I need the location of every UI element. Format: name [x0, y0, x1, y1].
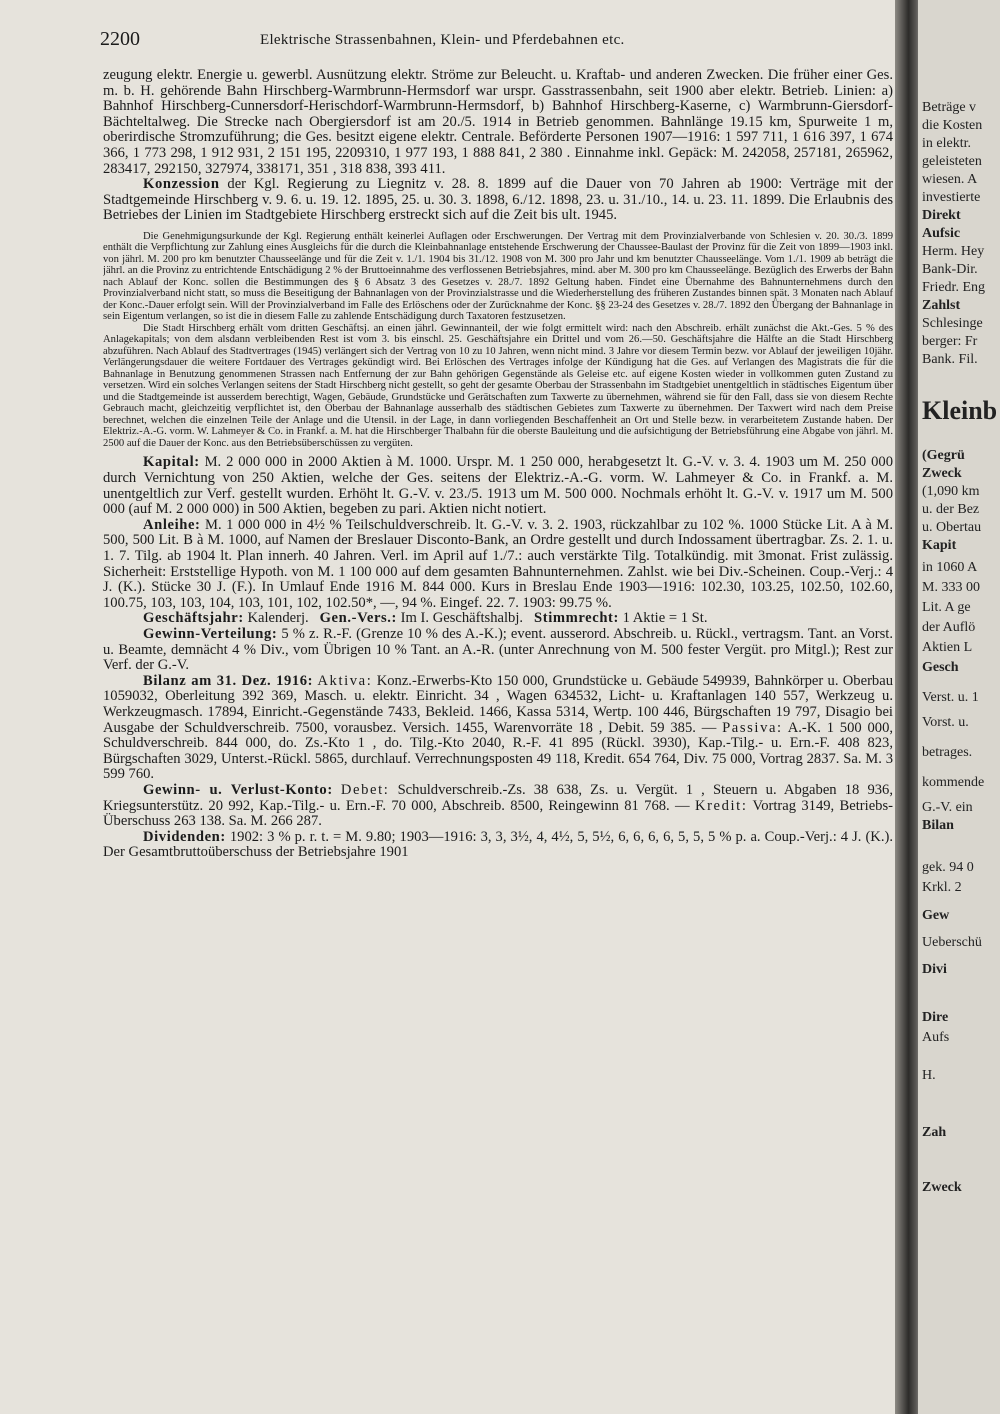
- fragment-text: Kapit: [922, 538, 957, 553]
- fragment-text: in 1060 A: [922, 560, 978, 575]
- fragment-text: Zah: [922, 1125, 947, 1140]
- intro-paragraph: zeugung elektr. Energie u. gewerbl. Ausnützung elektr. Ströme zur Beleucht. u. Kraftab- und anderen Zwecken. Die früher einer Ges. m. b. H. gehörende Bahn Hirschberg-Warmbrunn-Hermsdorf war urspr. Gasstrassenbahn, seit 1900 aber elektr. Betrieb. Linien: a) Bahnhof Hirschberg-Cunnersdorf-Herischdorf-Warmbrunn-Hermsdorf, b) Bahnhof Hirschberg-Kaserne, c) Warmbrunn-Giersdorf-Bächteltalweg. Die Strecke nach Obergiersdorf ist am 20./5. 1914 in Betrieb genommen. Bahnlänge 19.15 km, Spurweite 1 m, oberirdische Stromzuführung; die Ges. besitzt eigene elektr. Centrale. Beförderte Personen 1907—1916: 1 597 711, 1 616 397, 1 674 366, 1 773 298, 1 912 931, 2 151 195, 2209310, 1 977 193, 1 888 841, 2 380 . Einnahme inkl. Gepäck: M. 242058, 257181, 265962, 283417, 292150, 327974, 338171, 351 , 318 838, 393 411.: [103, 68, 893, 177]
- fragment-text: Krkl. 2: [922, 880, 962, 895]
- gewinn-verlust-label: Gewinn- u. Verlust-Konto:: [143, 781, 333, 798]
- passiva-label: Passiva:: [722, 719, 783, 736]
- kapital-paragraph: [103, 455, 893, 517]
- fragment-text: Lit. A ge: [922, 600, 971, 615]
- fragment-text: H.: [922, 1068, 936, 1083]
- fragment-text: Dire: [922, 1010, 949, 1025]
- fragment-heading: Kleinb: [922, 396, 998, 425]
- fragment-text: investierte: [922, 190, 981, 205]
- kredit-text: Vortrag 3149, Betriebs-Überschuss 263 138. Sa. M. 266 287.: [103, 797, 893, 830]
- fragment-text: berger: Fr: [922, 334, 978, 349]
- fragment-text: Bank-Dir.: [922, 262, 978, 277]
- fragment-text: kommende: [922, 775, 985, 790]
- fragment-text: M. 333 00: [922, 580, 980, 595]
- fragment-text: Aufsic: [922, 226, 961, 241]
- aktiva-label: Aktiva:: [317, 672, 373, 689]
- bilanz-paragraph: Bilanz am 31. Dez. 1916: Aktiva: Konz.-Erwerbs-Kto 150 000, Grundstücke u. Gebäude 549939, Bahnkörper u. Oberbau 1059032, Oberleitung 392 369, Masch. u. elektr. Einricht. 34 , Wagen 634532, Licht- u. Kraftanlagen 140 557, Werkzeug u. Werkzeugmasch. 17894, Einricht.-Gegenstände 7433, Bekleid. 1466, Kassa 5314, Wertp. 100 446, Bürgschaften 19 797, Disagio bei Ausgabe der Schuldverschreib. 7500, vorausbez. Versich. 1455, Warenvorräte 18 , Debit. 59 385. — Passiva: A.-K. 1 500 000, Schuldverschreib. 844 000, do. Zs.-Kto 1 , do. Tilg.-Kto 2040, R.-F. 41 895 (Rückl. 3930), Kap.-Tilg.- u. Ern.-F. 408 823, Bürgschaften 3029, Unterst.-Rückl. 5865, durchlauf. Verrechnungsposten 49 118, Kredit. 654 764, Div. 75 000, Vortrag 2837. Sa. M. 3 599 760.: [103, 672, 893, 783]
- geschaeftsjahr-text: Kalenderj.: [247, 610, 309, 627]
- konzession-label: Konzession: [143, 176, 220, 193]
- dividenden-paragraph: [103, 830, 893, 861]
- kapital-text: M. 2 000 000 in 2000 Aktien à M. 1000. Urspr. M. 1 250 000, herabgesetzt lt. G.-V. v. 3. 4. 1903 um M. 250 000 durch Vernichtung von 250 Aktien, welche der Ges. seitens der Elektriz.-A.-G. vorm. W. Lahmeyer & Co. in Frankf. a. M. unentgeltlich zur Verf. gestellt wurden. Erhöht lt. G.-V. v. 23./5. 1913 um M. 500 000. Nochmals erhöht lt. G.-V. v. 1917 um M. 500 000 (auf M. 2 000 000) in 500 Aktien, begeben zu pari. Aktien nicht notiert.: [103, 454, 893, 518]
- passiva-text: A.-K. 1 500 000, Schuldverschreib. 844 000, do. Zs.-Kto 1 , do. Tilg.-Kto 2040, R.-F. 41 895 (Rückl. 3930), Kap.-Tilg.- u. Ern.-F. 408 823, Bürgschaften 3029, Unterst.-Rückl. 5865, durchlauf. Verrechnungsposten 49 118, Kredit. 654 764, Div. 75 000, Vortrag 2837. Sa. M. 3 599 760.: [103, 719, 893, 783]
- fragment-text: G.-V. ein: [922, 800, 973, 815]
- page-content: [103, 68, 893, 861]
- anleihe-label: Anleihe:: [143, 516, 201, 533]
- fragment-text: Vorst. u.: [922, 715, 969, 730]
- stimmrecht-label: Stimmrecht:: [534, 610, 619, 627]
- konzession-text: der Kgl. Regierung zu Liegnitz v. 28. 8. 1899 auf die Dauer von 70 Jahren ab 1900: Verträge mit der Stadtgemeinde Hirschberg v. 9. 6. u. 19. 12. 1895, 25. u. 30. 3. 1898, 6./12. 1898, 23. u. 31./10., 14. u. 23. 11. 1899. Die Erlaubnis des Betriebes der Linien im Stadtgebiete Hirschberg erstreckt sich auf die Zeit bis ult. 1945.: [103, 176, 893, 224]
- fragment-text: die Kosten: [922, 118, 983, 133]
- fragment-text: Verst. u. 1: [922, 690, 979, 705]
- fragment-text: Zahlst: [922, 298, 961, 313]
- anleihe-text: M. 1 000 000 in 4½ % Teilschuldverschreib. lt. G.-V. v. 3. 2. 1903, rückzahlbar zu 102 %. 1000 Stücke Lit. A à M. 500, 500 Lit. B à M. 1000, auf Namen der Breslauer Disconto-Bank, an Ordre gestellt und durch Indossament übertragbar. Zs. 2. 1. u. 1. 7. Tilg. ab 1904 lt. Plan innerh. 40 Jahren. Verl. im April auf 1./7.: auch verstärkte Tilg. Totalkündig. mit 3monat. Frist zulässig. Sicherheit: Erststellige Hypoth. von M. 1 100 000 auf dem gesamten Bahnunternehmen. Zahlst. wie bei Div.-Scheinen. Coup.-Verj.: 4 J. (K.). Stücke 30 J. (F.). In Umlauf Ende 1916 M. 844 000. Kurs in Breslau Ende 1903—1916: 102.30, 103.25, 102.50, 102.60, 100.75, 103, 103, 104, 103, 101, 102, 102.50*, —, 94 %. Eingef. 22. 7. 1903: 99.75 %.: [103, 516, 893, 611]
- gewinn-verteilung-paragraph: [103, 627, 893, 674]
- fragment-text: u. der Bez: [922, 502, 980, 517]
- gen-vers-text: Im I. Geschäftshalbj.: [400, 610, 524, 627]
- fragment-text: Herm. Hey: [922, 244, 985, 259]
- page-number: 2200: [100, 28, 140, 50]
- fragment-text: u. Obertau: [922, 520, 982, 535]
- fragment-text: Gew: [922, 908, 950, 923]
- gewinn-verteilung-text: 5 % z. R.-F. (Grenze 10 % des A.-K.); event. ausserord. Abschreib. u. Rückl., vertragsm. Tant. an Vorst. u. Beamte, demnächt 4 % Div., vom Übrigen 10 % Tant. an A.-R. (unter Anrechnung von M. 500 fester Vergüt. pro Mitgl.); Rest zur Verf. der G.-V.: [103, 625, 893, 674]
- konzession-paragraph: [103, 177, 893, 224]
- gen-vers-label: Gen.-Vers.:: [319, 610, 398, 627]
- fragment-text: Bank. Fil.: [922, 352, 978, 367]
- note-paragraph-2: Die Stadt Hirschberg erhält vom dritten Geschäftsj. an einen jährl. Gewinnanteil, der wie folgt ermittelt wird: nach den Abschreib. erhält zunächst die Akt.-Ges. 5 % des Anlagekapitals; von dem alsdann verbleibenden Rest ist vom 3. bis einschl. 25. Geschäftsjahre ein Drittel und vom 26.—50. Geschäftsjahre die Hälfte an die Stadt Hirschberg abzuführen. Nach Ablauf des Stadtvertrages (1945) verlängert sich der Vertrag von 10 zu 10 Jahren, wenn nicht mind. 3 Jahre vor diesem Termin bezw. vor Ablauf der jeweiligen 10jähr. Verlängerungsdauer die weitere Fortdauer des Vertrages gekündigt wird. Bei Erlöschen des Vertrages infolge der Kündigung hat die Ges. auf Verlangen des Magistrats die für die Bahnanlage in Benutzung genommenen Strassen nach Entfernung der zur Bahn gehörigen Gegenstände als Geleise etc. auf eigene Kosten wieder in vollkommen guten Zustand zu versetzen. Wird ein solches Verlangen seitens der Stadt Hirschberg nicht gestellt, so geht der gesamte Oberbau der Strassenbahn im Stadtgebiet unentgeltlich in städtisches Eigentum über und die Stadtgemeinde ist ausserdem berechtigt, Wagen, Gebäude, Grundstücke und Gerätschaften zum Taxwerte zu übernehmen, während sie für den Fall, dass sie von diesem Rechte Gebrauch macht, gleichzeitig verpflichtet ist, den Oberbau der Bahnanlage ausserhalb des städtischen Gebietes zum Taxwerte zu übernehmen. Der Taxwert wird nach dem Preise berechnet, welchen die einzelnen Teile der Anlage und die Utensil. in der Lage, in dann vorliegenden Beschaffenheit an Ort und Stelle bezw. in verarbeitetem Zustande haben. Der Elektriz.-A.-G. vorm. W. Lahmeyer & Co. in Frankf. a. M. hat die Hirschberger Thalbahn für die oberste Bauleitung und die aufsichtigung der Betriebsführung eine Abgabe von jährl. M. 2500 auf die Dauer der Konc. aus den Betriebsüberschüssen zu vergüten.: [103, 322, 893, 449]
- fragment-text: Divi: [922, 962, 947, 977]
- geschaeftsjahr-label: Geschäftsjahr:: [143, 610, 244, 627]
- fragment-text: Aufs: [922, 1030, 950, 1045]
- debet-text: Schuldverschreib.-Zs. 38 638, Zs. u. Vergüt. 1 , Steuern u. Abgaben 18 936, Kriegsunterstütz. 20 992, Kap.-Tilg.- u. Ern.-F. 70 000, Abschreib. 8500, Reingewinn 81 768. —: [103, 781, 893, 814]
- fragment-text: in elektr.: [922, 136, 971, 151]
- fragment-text: Zweck: [922, 1180, 962, 1195]
- dividenden-label: Dividenden:: [143, 828, 226, 845]
- dividenden-text: 1902: 3 % p. r. t. = M. 9.80; 1903—1916: 3, 3, 3½, 4, 4½, 5, 5½, 6, 6, 6, 6, 5, 5, 5 % p. a. Coup.-Verj.: 4 J. (K.). Der Gesamtbruttoüberschuss der Betriebsjahre 1901: [103, 828, 893, 861]
- fragment-text: betrages.: [922, 745, 973, 760]
- fragment-text: (1,090 km: [922, 484, 980, 499]
- running-title: Elektrische Strassenbahnen, Klein- und Pferdebahnen etc.: [260, 32, 625, 48]
- aktiva-text: Konz.-Erwerbs-Kto 150 000, Grundstücke u. Gebäude 549939, Bahnkörper u. Oberbau 1059032, Oberleitung 392 369, Masch. u. elektr. Einricht. 34 , Wagen 634532, Licht- u. Kraftanlagen 140 557, Werkzeug u. Werkzeugmasch. 17894, Einricht.-Gegenstände 7433, Bekleid. 1466, Kassa 5314, Wertp. 100 446, Bürgschaften 19 797, Disagio bei Ausgabe der Schuldverschreib. 7500, vorausbez. Versich. 1455, Warenvorräte 18 , Debit. 59 385.: [103, 672, 893, 736]
- fragment-text: geleisteten: [922, 154, 982, 169]
- fragment-text: der Auflö: [922, 620, 976, 635]
- gewinn-verlust-paragraph: [103, 783, 893, 830]
- fragment-text: wiesen. A: [922, 172, 978, 187]
- stimmrecht-text: 1 Aktie = 1 St.: [622, 610, 708, 627]
- fragment-text: Gesch: [922, 660, 959, 675]
- adjacent-page-strip: [918, 0, 1000, 1414]
- anleihe-paragraph: [103, 518, 893, 612]
- fragment-text: Friedr. Eng: [922, 280, 985, 295]
- kapital-label: Kapital:: [143, 454, 200, 471]
- note-paragraph-1: Die Genehmigungsurkunde der Kgl. Regierung enthält keinerlei Auflagen oder Erschwerungen. Der Vertrag mit dem Provinzialverbande von Schlesien v. 20. 30./3. 1899 enthält die Verpflichtung zur Zahlung eines Ausgleichs für die durch die Kleinbahnanlage entstehende Erschwerung der Chaussee-Baulast der Provinz für die Zeit von 1899—1903 inkl. von jährl. M. 200 pro km benutzter Chausseelänge und für die Zeit v. 1./1. 1904 bis 31./12. 1908 von M. 300 pro Jahr und km benutzter Chausseelänge. Vom 1./1. 1909 ab beträgt die jährl. an die Provinz zu entrichtende Entschädigung 2 % der Bruttoeinnahme des verflossenen Betriebsjahres, mind. aber M. 300 pro km Chausseelänge. Bezüglich des Erwerbs der Bahn nach Ablauf der Konc. sollen die Bestimmungen des § 6 Absatz 3 des Gesetzes v. 28./7. 1892 Geltung haben. Findet eine Übernahme des Bahnunternehmens durch den Provinzialverband nicht statt, so muss die Beseitigung der Bahnanlagen von der Provinzialstrasse und die Wiederherstellung des früheren Zustandes binnen spät. 3 Monaten nach Ablauf der Konc.-Dauer erfolgt sein. Will der Provinzialverband im Falle des Erlöschens oder der Zurücknahme der Konc. §§ 23-24 des Gesetzes v. 28./7. 1892 den Übergang der Bahnanlage in sein Eigentum verlangen, so ist die in diesem Falle zu zahlende Entschädigung durch Taxatoren festzusetzen.: [103, 230, 893, 323]
- fragment-text: Aktien L: [922, 640, 973, 655]
- gewinn-verteilung-label: Gewinn-Verteilung:: [143, 625, 278, 642]
- kredit-label: Kredit:: [694, 797, 748, 814]
- fragment-text: gek. 94 0: [922, 860, 974, 875]
- fragment-text: Ueberschü: [922, 935, 982, 950]
- fragment-text: Zweck: [922, 466, 962, 481]
- fragment-text: Direkt: [922, 208, 961, 223]
- page-header: [100, 28, 900, 52]
- fragment-text: Bilan: [922, 818, 954, 833]
- misc-paragraph: [103, 611, 893, 627]
- bilanz-label: Bilanz am 31. Dez. 1916:: [143, 672, 314, 689]
- debet-label: Debet:: [340, 781, 390, 798]
- fragment-text: Schlesinge: [922, 316, 983, 331]
- fragment-text: (Gegrü: [922, 448, 965, 463]
- fragment-text: Beträge v: [922, 100, 977, 115]
